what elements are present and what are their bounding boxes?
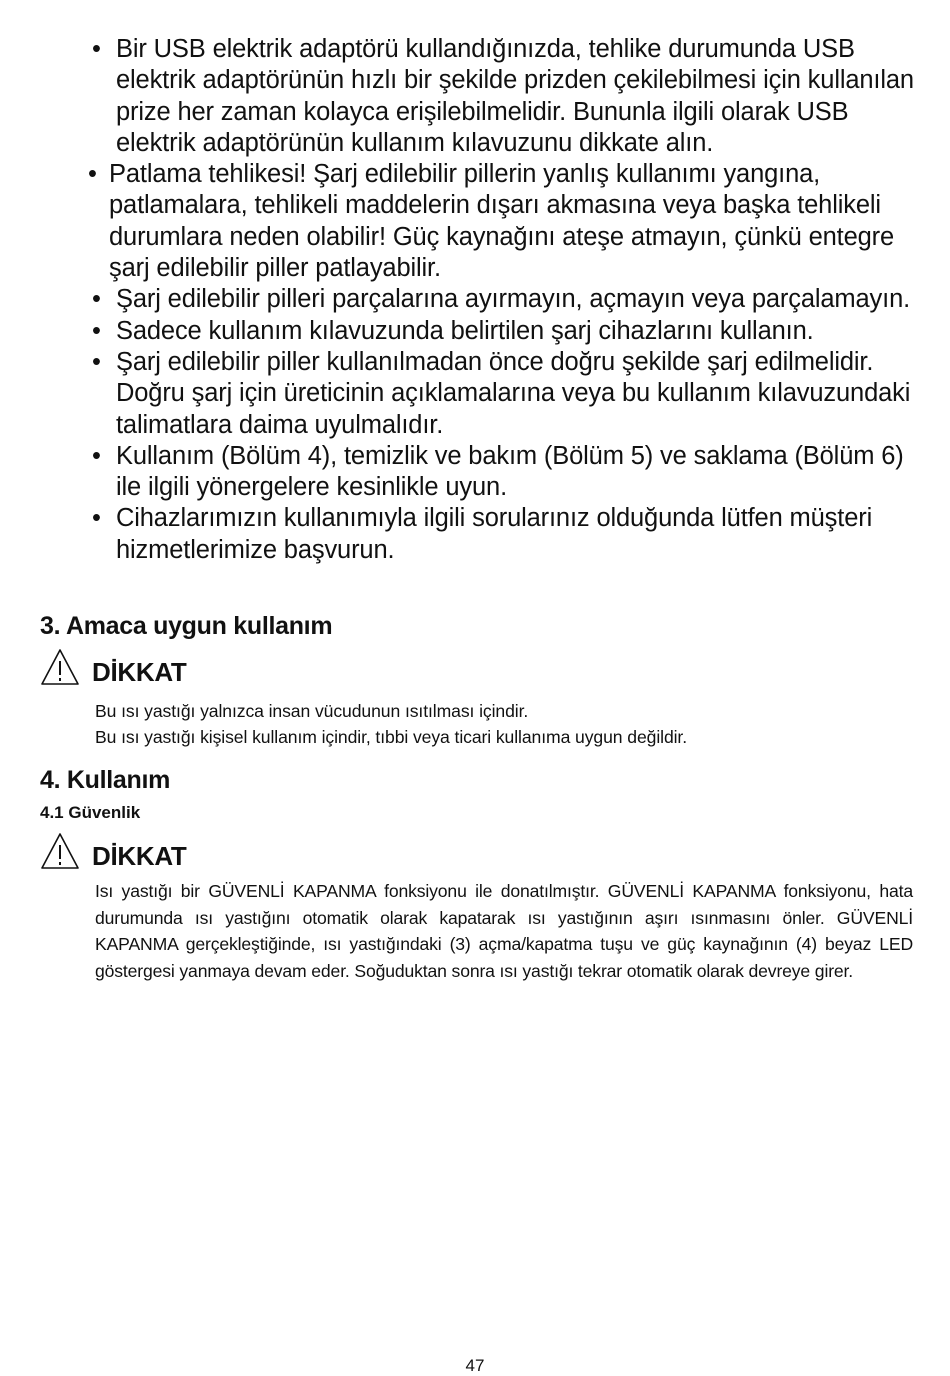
bullet-symbol: • bbox=[88, 160, 97, 189]
bullet-symbol: • bbox=[92, 347, 101, 376]
list-item bbox=[92, 503, 918, 566]
bullet-text: Sadece kullanım kılavuzunda belirtilen şarj cihazlarını kullanın. bbox=[116, 316, 814, 345]
list-item bbox=[92, 441, 918, 504]
bullet-symbol: • bbox=[92, 504, 101, 533]
list-item bbox=[92, 284, 918, 315]
bullet-text: Patlama tehlikesi! Şarj edilebilir pillerin yanlış kullanımı yangına, patlamalara, tehlikeli maddelerin dışarı akmasına veya başka tehlikeli durumlara neden olabilir! Güç kaynağını ateşe atmayın, çünkü entegre şarj edilebilir piller patlayabilir. bbox=[109, 160, 895, 283]
bullet-symbol: • bbox=[92, 35, 101, 63]
usage-note-2: Bu ısı yastığı kişisel kullanım içindir, tıbbi veya ticari kullanıma uygun değildir. bbox=[95, 727, 688, 747]
list-item bbox=[92, 347, 918, 441]
warning-block-section-4 bbox=[40, 832, 186, 870]
warning-label: DİKKAT bbox=[92, 657, 187, 687]
page-number: 47 bbox=[465, 1356, 485, 1375]
bullet-symbol: • bbox=[92, 316, 101, 345]
usage-note-1: Bu ısı yastığı yalnızca insan vücudunun ısıtılması içindir. bbox=[95, 701, 529, 721]
warning-block-section-3 bbox=[40, 648, 186, 686]
bullet-symbol: • bbox=[92, 441, 101, 470]
safety-shutoff-paragraph: Isı yastığı bir GÜVENLİ KAPANMA fonksiyonu ile donatılmıştır. GÜVENLİ KAPANMA fonksiyonu, hata durumunda ısı yastığını otomatik olarak kapatarak ısı yastığının aşırı ısınmasını önler. GÜVENLİ KAPANMA gerçekleştiğinde, ısı yastığındaki (3) açma/kapatma tuşu ve güç kaynağının (4) beyaz LED göstergesi yanmaya devam eder. Soğuduktan sonra ısı yastığı tekrar otomatik olarak devreye girer. bbox=[95, 881, 913, 981]
bullet-text: Cihazlarımızın kullanımıyla ilgili sorularınız olduğunda lütfen müşteri hizmetlerimize başvurun. bbox=[116, 504, 873, 564]
section-4-1-subheading: 4.1 Güvenlik bbox=[40, 803, 141, 822]
list-item bbox=[92, 316, 918, 347]
list-item bbox=[88, 159, 918, 284]
safety-bullet-list bbox=[88, 34, 918, 566]
bullet-text: Bir USB elektrik adaptörü kullandığınızda, tehlike durumunda USB elektrik adaptörünün hızlı bir şekilde prizden çekilebilmesi için kullanılan prize her zaman kolayca erişilebilmelidir. Bununla ilgili olarak USB elektrik adaptörünün kullanım kılavuzunu dikkate alın. bbox=[116, 35, 914, 157]
warning-label: DİKKAT bbox=[92, 841, 187, 871]
list-item bbox=[92, 34, 918, 159]
bullet-text: Şarj edilebilir pilleri parçalarına ayırmayın, açmayın veya parçalamayın. bbox=[116, 285, 911, 314]
warning-triangle-icon bbox=[40, 648, 80, 686]
section-4-heading: 4. Kullanım bbox=[40, 766, 171, 794]
warning-triangle-icon bbox=[40, 832, 80, 870]
bullet-text: Şarj edilebilir piller kullanılmadan önce doğru şekilde şarj edilmelidir. Doğru şarj için üreticinin açıklamalarına veya bu kullanım kılavuzundaki talimatlara daima uyulmalıdır. bbox=[116, 347, 911, 439]
bullet-text: Kullanım (Bölüm 4), temizlik ve bakım (Bölüm 5) ve saklama (Bölüm 6) ile ilgili yönergelere kesinlikle uyun. bbox=[116, 441, 904, 502]
bullet-symbol: • bbox=[92, 285, 101, 314]
section-3-heading: 3. Amaca uygun kullanım bbox=[40, 612, 333, 640]
